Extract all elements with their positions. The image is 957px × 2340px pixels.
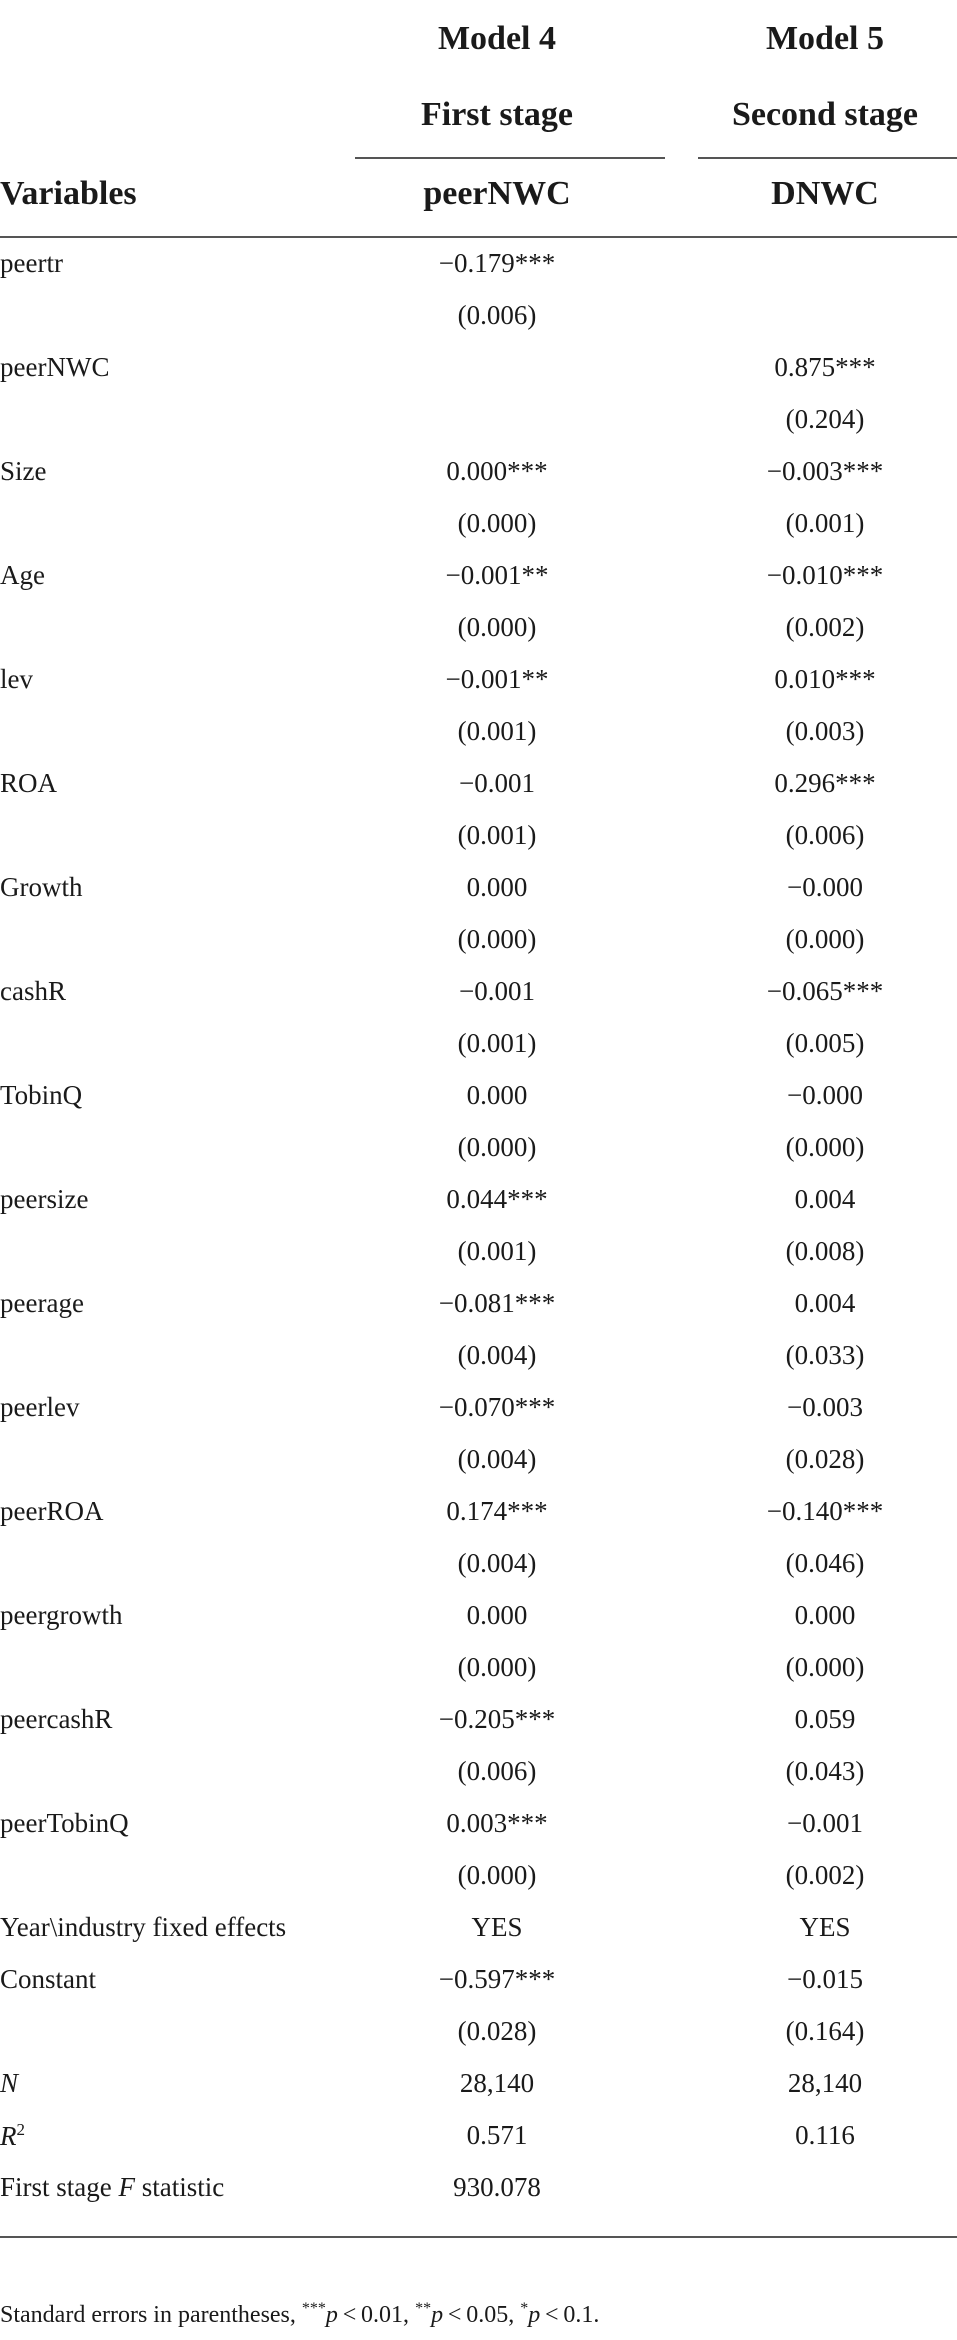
fstat-model4: 930.078 (453, 2172, 541, 2202)
model4-standard-error: (0.001) (457, 1028, 537, 1058)
model5-coefficient: −0.140*** (766, 1496, 884, 1526)
model4-coefficient: 0.044*** (446, 1184, 548, 1214)
model4-standard-error: (0.001) (457, 716, 537, 746)
model4-standard-error: (0.000) (457, 1132, 537, 1162)
model5-standard-error: (0.000) (785, 1132, 865, 1162)
variable-label: peertr (0, 248, 63, 278)
variable-label: Size (0, 456, 47, 486)
model5-standard-error: (0.003) (785, 716, 865, 746)
variable-label: peerTobinQ (0, 1808, 129, 1838)
model4-coefficient: −0.205*** (438, 1704, 556, 1734)
r2-label-sup: 2 (16, 2120, 25, 2139)
note-t1: < 0.01, (337, 2302, 416, 2328)
table-footnote (0, 2300, 599, 2329)
variable-label: peerlev (0, 1392, 80, 1422)
model5-coefficient: 0.000 (794, 1600, 856, 1630)
header-model4: Model 4 (437, 20, 557, 57)
variable-label: Age (0, 560, 45, 590)
variable-label: peersize (0, 1184, 89, 1214)
model5-coefficient: −0.003*** (766, 456, 884, 486)
note-p3: p (528, 2302, 541, 2328)
header-stage5: Second stage (731, 96, 919, 133)
variable-label: lev (0, 664, 33, 694)
constant-model5-se: (0.164) (785, 2016, 865, 2046)
r2-model4: 0.571 (466, 2120, 528, 2150)
model5-coefficient: 0.875*** (774, 352, 876, 382)
r2-label (0, 2120, 25, 2152)
model4-standard-error: (0.001) (457, 820, 537, 850)
note-t2: < 0.05, (443, 2302, 521, 2328)
model5-standard-error: (0.000) (785, 924, 865, 954)
header-bottom-rule (0, 236, 957, 238)
header-dep-model5: DNWC (771, 175, 879, 212)
variable-label: ROA (0, 768, 58, 798)
fixed-effects-model4: YES (471, 1912, 523, 1942)
n-label-text: N (0, 2068, 19, 2098)
model4-standard-error: (0.004) (457, 1548, 537, 1578)
model4-coefficient: −0.081*** (438, 1288, 556, 1318)
model4-coefficient: −0.070*** (438, 1392, 556, 1422)
model4-coefficient: 0.003*** (446, 1808, 548, 1838)
constant-model5: −0.015 (787, 1964, 863, 1994)
fixed-effects-model5: YES (799, 1912, 851, 1942)
variable-label: Growth (0, 872, 83, 902)
table-bottom-rule (0, 2236, 957, 2238)
model4-coefficient: 0.000 (466, 1080, 528, 1110)
model5-coefficient: −0.000 (787, 872, 863, 902)
model5-standard-error: (0.000) (785, 1652, 865, 1682)
model5-standard-error: (0.033) (785, 1340, 865, 1370)
model5-standard-error: (0.028) (785, 1444, 865, 1474)
model4-standard-error: (0.000) (457, 612, 537, 642)
note-prefix: Standard errors in parentheses, (0, 2302, 302, 2328)
model5-coefficient: 0.004 (794, 1184, 856, 1214)
model5-standard-error: (0.005) (785, 1028, 865, 1058)
variable-label: peerNWC (0, 352, 110, 382)
model5-coefficient: −0.000 (787, 1080, 863, 1110)
model4-standard-error: (0.000) (457, 1860, 537, 1890)
fstat-label-post: statistic (135, 2172, 225, 2202)
r2-label-base: R (0, 2121, 17, 2151)
model4-coefficient: −0.179*** (438, 248, 556, 278)
model5-coefficient: 0.059 (794, 1704, 856, 1734)
model5-standard-error: (0.006) (785, 820, 865, 850)
model4-coefficient: −0.001** (445, 560, 549, 590)
header-rule-model4 (355, 157, 665, 159)
r2-model5: 0.116 (795, 2120, 855, 2150)
constant-label: Constant (0, 1964, 97, 1994)
model5-standard-error: (0.002) (785, 1860, 865, 1890)
model5-coefficient: 0.010*** (774, 664, 876, 694)
model4-standard-error: (0.000) (457, 924, 537, 954)
model4-standard-error: (0.000) (457, 1652, 537, 1682)
variable-label: peergrowth (0, 1600, 123, 1630)
model4-coefficient: −0.001 (459, 976, 535, 1006)
model4-standard-error: (0.001) (457, 1236, 537, 1266)
header-rule-model5 (698, 157, 957, 159)
model4-coefficient: 0.000 (466, 1600, 528, 1630)
constant-model4-se: (0.028) (457, 2016, 537, 2046)
note-sig2: ** (415, 2300, 432, 2317)
note-sig1: *** (301, 2300, 326, 2317)
fstat-label-pre: First stage (0, 2172, 119, 2202)
constant-model4: −0.597*** (438, 1964, 556, 1994)
note-p2: p (431, 2302, 444, 2328)
n-model5: 28,140 (787, 2068, 863, 2098)
model5-coefficient: −0.065*** (766, 976, 884, 1006)
variable-label: peerROA (0, 1496, 104, 1526)
model5-standard-error: (0.001) (785, 508, 865, 538)
model5-coefficient: −0.003 (787, 1392, 863, 1422)
model5-standard-error: (0.046) (785, 1548, 865, 1578)
model4-coefficient: −0.001 (459, 768, 535, 798)
n-label (0, 2068, 18, 2099)
model5-standard-error: (0.002) (785, 612, 865, 642)
n-model4: 28,140 (459, 2068, 535, 2098)
model4-coefficient: −0.001** (445, 664, 549, 694)
fstat-label-italic: F (118, 2172, 135, 2202)
model5-coefficient: 0.004 (794, 1288, 856, 1318)
header-variables: Variables (0, 175, 137, 212)
model4-standard-error: (0.000) (457, 508, 537, 538)
model4-coefficient: 0.174*** (446, 1496, 548, 1526)
note-sig3: * (520, 2300, 529, 2317)
variable-label: peerage (0, 1288, 84, 1318)
model4-coefficient: 0.000*** (446, 456, 548, 486)
variable-label: peercashR (0, 1704, 113, 1734)
model5-standard-error: (0.043) (785, 1756, 865, 1786)
model5-coefficient: −0.001 (787, 1808, 863, 1838)
note-t3: < 0.1. (540, 2302, 600, 2328)
fixed-effects-label: Year\industry fixed effects (0, 1912, 287, 1942)
model5-standard-error: (0.008) (785, 1236, 865, 1266)
model5-coefficient: −0.010*** (766, 560, 884, 590)
variable-label: cashR (0, 976, 66, 1006)
model4-coefficient: 0.000 (466, 872, 528, 902)
model5-coefficient: 0.296*** (774, 768, 876, 798)
model5-standard-error: (0.204) (785, 404, 865, 434)
model4-standard-error: (0.004) (457, 1444, 537, 1474)
model4-standard-error: (0.004) (457, 1340, 537, 1370)
variable-label: TobinQ (0, 1080, 83, 1110)
note-p1: p (325, 2302, 338, 2328)
header-stage4: First stage (420, 96, 573, 133)
fstat-label (0, 2172, 224, 2203)
model4-standard-error: (0.006) (457, 1756, 537, 1786)
header-dep-model4: peerNWC (423, 175, 571, 212)
model4-standard-error: (0.006) (457, 300, 537, 330)
header-model5: Model 5 (765, 20, 885, 57)
